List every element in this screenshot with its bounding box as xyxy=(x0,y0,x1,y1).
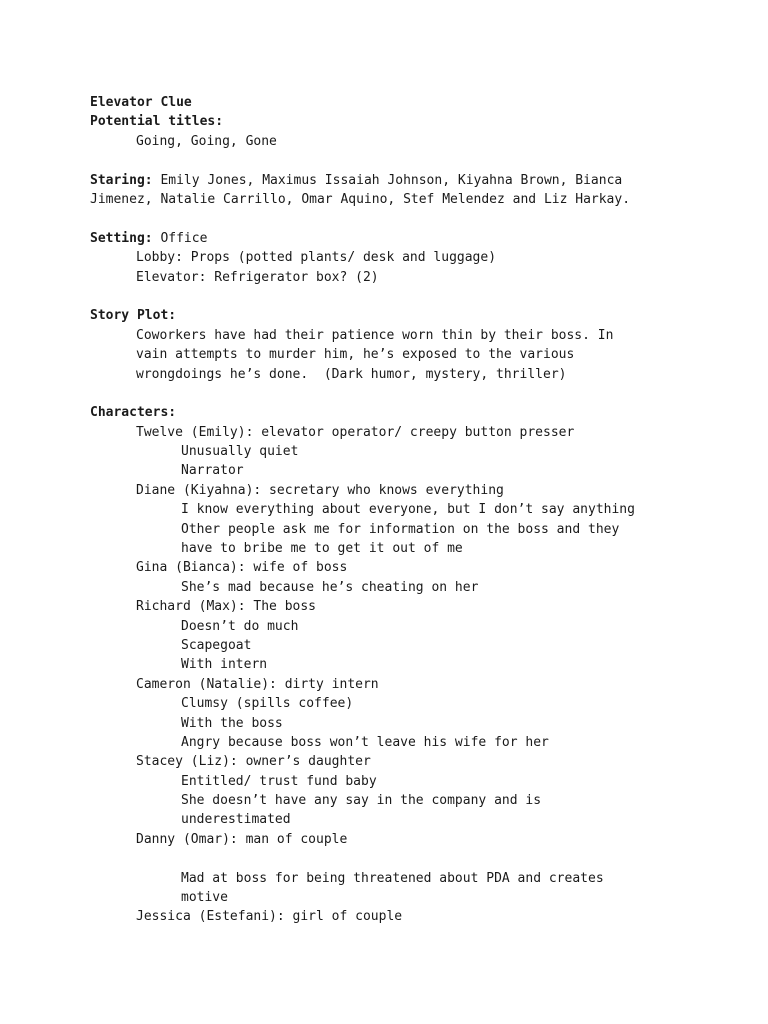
staring-line-2: Jimenez, Natalie Carrillo, Omar Aquino, Stef Melendez and Liz Harkay. xyxy=(90,192,631,207)
character-note: Mad at boss for being threatened about PDA and creates xyxy=(181,871,604,886)
character-note: With intern xyxy=(181,657,268,672)
character-note: Other people ask me for information on the boss and they xyxy=(181,522,620,537)
character-name: Stacey (Liz): owner’s daughter xyxy=(136,754,371,769)
setting-lobby: Lobby: Props (potted plants/ desk and luggage) xyxy=(136,250,497,265)
staring-heading: Staring: xyxy=(90,173,153,188)
character-name: Richard (Max): The boss xyxy=(136,599,317,614)
character-note: Entitled/ trust fund baby xyxy=(181,774,377,789)
character-name: Diane (Kiyahna): secretary who knows everything xyxy=(136,483,504,498)
character-note: She doesn’t have any say in the company and is xyxy=(181,793,542,808)
setting-elevator: Elevator: Refrigerator box? (2) xyxy=(136,270,379,285)
characters-heading: Characters: xyxy=(90,405,177,420)
plot-line: Coworkers have had their patience worn thin by their boss. In xyxy=(136,328,614,343)
character-name: Gina (Bianca): wife of boss xyxy=(136,560,348,575)
character-note: Clumsy (spills coffee) xyxy=(181,696,354,711)
character-note: She’s mad because he’s cheating on her xyxy=(181,580,479,595)
character-note: With the boss xyxy=(181,716,283,731)
character-note: Unusually quiet xyxy=(181,444,299,459)
character-note: I know everything about everyone, but I don’t say anything xyxy=(181,502,635,517)
setting-value: Office xyxy=(152,231,208,246)
character-note: Doesn’t do much xyxy=(181,619,299,634)
story-plot-heading: Story Plot: xyxy=(90,308,177,323)
character-note: Angry because boss won’t leave his wife for her xyxy=(181,735,549,750)
plot-line: vain attempts to murder him, he’s exposed to the various xyxy=(136,347,575,362)
character-note: have to bribe me to get it out of me xyxy=(181,541,463,556)
plot-line: wrongdoings he’s done. (Dark humor, mystery, thriller) xyxy=(136,367,567,382)
character-name: Jessica (Estefani): girl of couple xyxy=(136,909,403,924)
character-note: motive xyxy=(181,890,228,905)
character-note: underestimated xyxy=(181,812,291,827)
staring-line-1 xyxy=(90,171,622,190)
setting-heading: Setting: xyxy=(90,231,153,246)
staring-names: Emily Jones, Maximus Issaiah Johnson, Kiyahna Brown, Bianca xyxy=(152,173,623,188)
character-name: Danny (Omar): man of couple xyxy=(136,832,348,847)
potential-title-item: Going, Going, Gone xyxy=(136,134,277,149)
potential-titles-heading: Potential titles: xyxy=(90,114,224,129)
setting-line xyxy=(90,229,207,248)
character-name: Twelve (Emily): elevator operator/ creepy button presser xyxy=(136,425,575,440)
doc-title: Elevator Clue xyxy=(90,95,192,110)
character-note: Narrator xyxy=(181,463,244,478)
character-name: Cameron (Natalie): dirty intern xyxy=(136,677,379,692)
character-note: Scapegoat xyxy=(181,638,252,653)
